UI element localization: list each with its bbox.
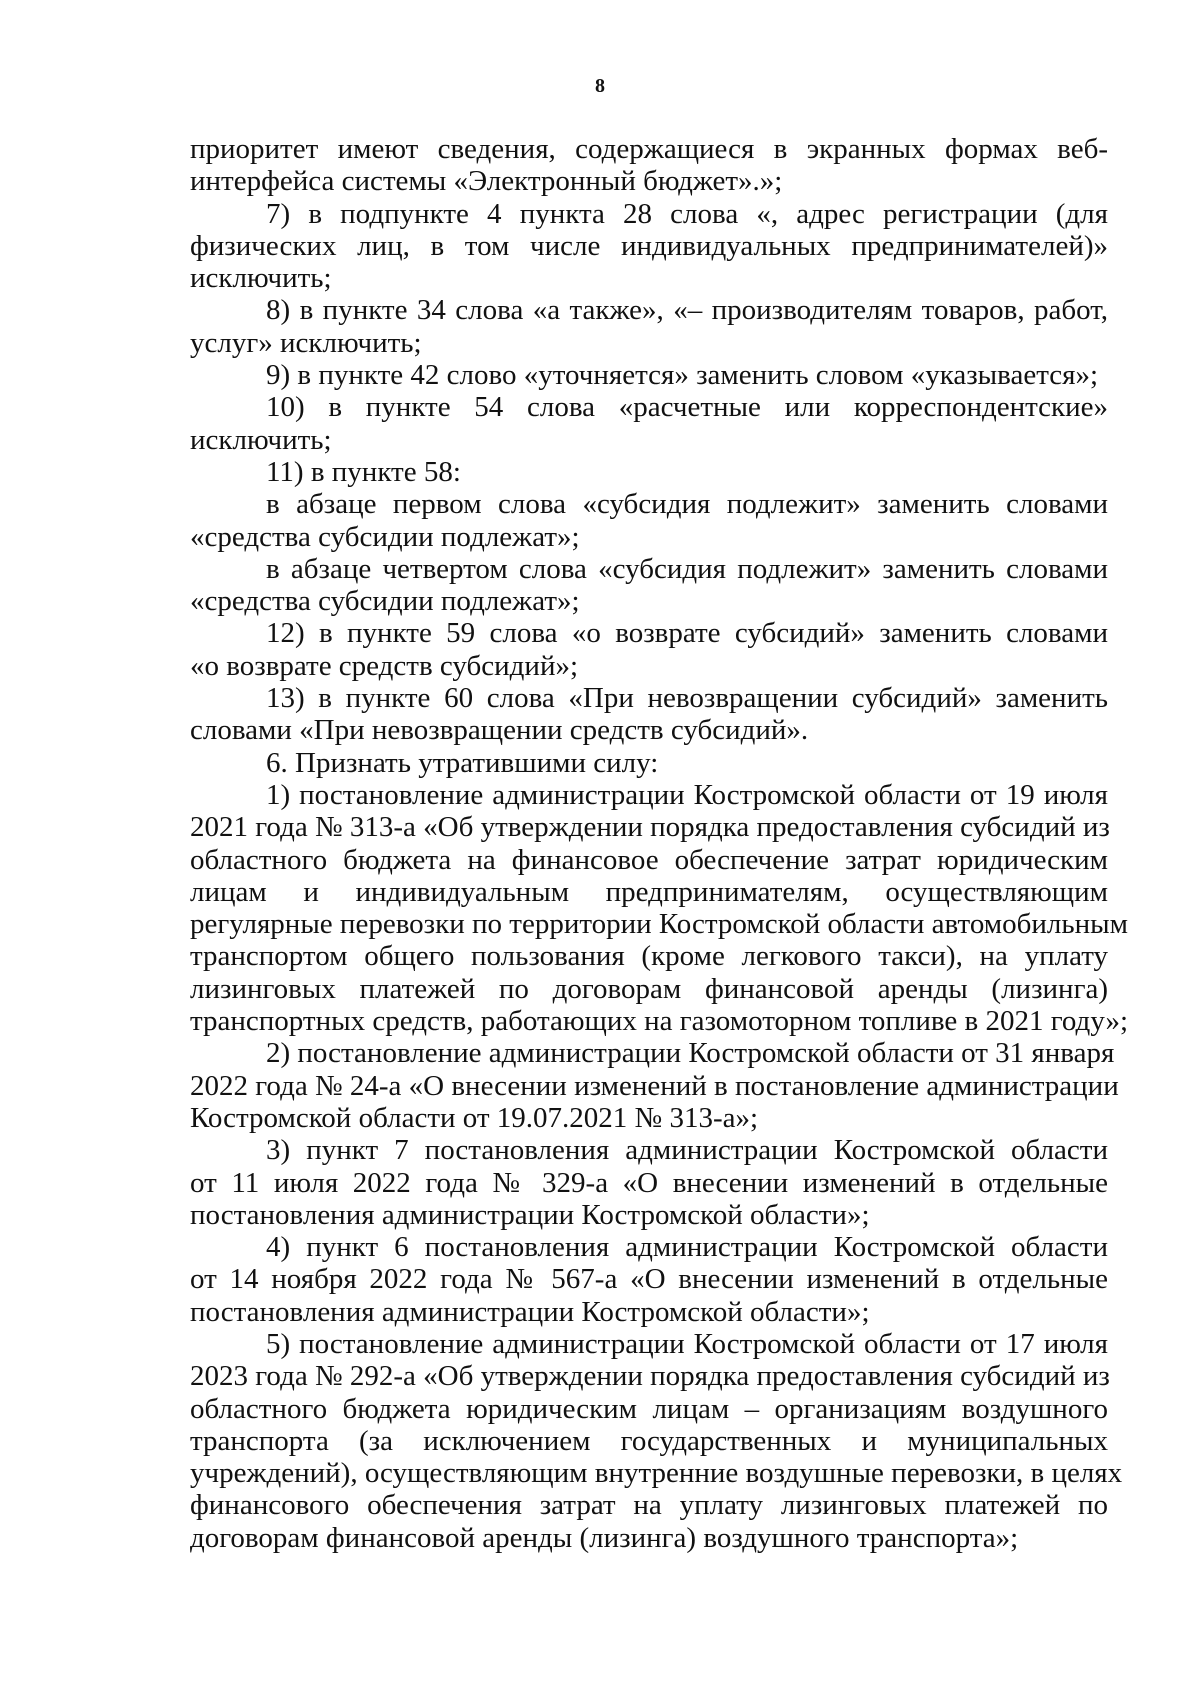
- text-line: постановления администрации Костромской области»;: [190, 1295, 870, 1328]
- text-line: постановления администрации Костромской области»;: [190, 1198, 870, 1231]
- text-line: регулярные перевозки по территории Костромской области автомобильным: [190, 908, 1128, 941]
- text-line: интерфейса системы «Электронный бюджет».»;: [190, 165, 783, 198]
- text-line: исключить;: [190, 423, 332, 456]
- text-line: областного бюджета юридическим лицам – организациям воздушного: [190, 1392, 1108, 1425]
- text-line: лизинговых платежей по договорам финансовой аренды (лизинга): [190, 972, 1108, 1005]
- text-line: договорам финансовой аренды (лизинга) воздушного транспорта»;: [190, 1521, 1019, 1554]
- text-line: 13) в пункте 60 слова «При невозвращении субсидий» заменить: [266, 682, 1108, 715]
- text-line: 7) в подпункте 4 пункта 28 слова «, адрес регистрации (для: [266, 197, 1108, 230]
- text-line: «средства субсидии подлежат»;: [190, 520, 580, 553]
- text-line: 4) пункт 6 постановления администрации Костромской области: [266, 1231, 1108, 1264]
- text-line: от 11 июля 2022 года № 329-а «О внесении изменений в отдельные: [190, 1166, 1108, 1199]
- document-body: [190, 133, 1129, 1554]
- text-line: областного бюджета на финансовое обеспечение затрат юридическим: [190, 843, 1108, 876]
- text-line: физических лиц, в том числе индивидуальных предпринимателей)»: [190, 229, 1108, 262]
- page-number: 8: [595, 75, 605, 97]
- text-line: 2022 года № 24-а «О внесении изменений в постановление администрации: [190, 1069, 1119, 1102]
- text-line: 2) постановление администрации Костромской области от 31 января: [266, 1037, 1115, 1070]
- text-line: «средства субсидии подлежат»;: [190, 585, 580, 618]
- text-line: 10) в пункте 54 слова «расчетные или корреспондентские»: [266, 391, 1108, 424]
- text-line: транспортных средств, работающих на газомоторном топливе в 2021 году»;: [190, 1005, 1129, 1038]
- text-line: 8) в пункте 34 слова «а также», «– производителям товаров, работ,: [266, 294, 1108, 327]
- text-line: 12) в пункте 59 слова «о возврате субсидий» заменить словами: [266, 617, 1108, 650]
- text-line: транспорта (за исключением государственных и муниципальных: [190, 1424, 1108, 1457]
- text-line: Костромской области от 19.07.2021 № 313-а»;: [190, 1101, 759, 1134]
- text-line: 2023 года № 292-а «Об утверждении порядка предоставления субсидий из: [190, 1360, 1110, 1393]
- text-line: 1) постановление администрации Костромской области от 19 июля: [266, 778, 1108, 811]
- text-line: словами «При невозвращении средств субсидий».: [190, 714, 809, 747]
- text-line: 2021 года № 313-а «Об утверждении порядка предоставления субсидий из: [190, 811, 1110, 844]
- text-line: лицам и индивидуальным предпринимателям, осуществляющим: [190, 875, 1108, 908]
- text-line: 6. Признать утратившими силу:: [266, 746, 659, 779]
- text-line: от 14 ноября 2022 года № 567-а «О внесении изменений в отдельные: [190, 1263, 1108, 1296]
- text-line: «о возврате средств субсидий»;: [190, 649, 579, 682]
- text-line: в абзаце четвертом слова «субсидия подлежит» заменить словами: [266, 552, 1108, 585]
- text-line: 3) пункт 7 постановления администрации Костромской области: [266, 1134, 1108, 1167]
- text-line: 5) постановление администрации Костромской области от 17 июля: [266, 1327, 1108, 1360]
- text-line: 11) в пункте 58:: [266, 455, 461, 488]
- text-line: услуг» исключить;: [190, 326, 422, 359]
- text-line: в абзаце первом слова «субсидия подлежит» заменить словами: [266, 488, 1108, 521]
- text-line: исключить;: [190, 262, 332, 295]
- text-line: учреждений), осуществляющим внутренние воздушные перевозки, в целях: [190, 1457, 1123, 1490]
- text-line: приоритет имеют сведения, содержащиеся в экранных формах веб-: [190, 133, 1108, 165]
- text-line: финансового обеспечения затрат на уплату лизинговых платежей по: [190, 1489, 1108, 1522]
- text-line: транспортом общего пользования (кроме легкового такси), на уплату: [190, 940, 1108, 973]
- text-line: 9) в пункте 42 слово «уточняется» заменить словом «указывается»;: [266, 359, 1099, 392]
